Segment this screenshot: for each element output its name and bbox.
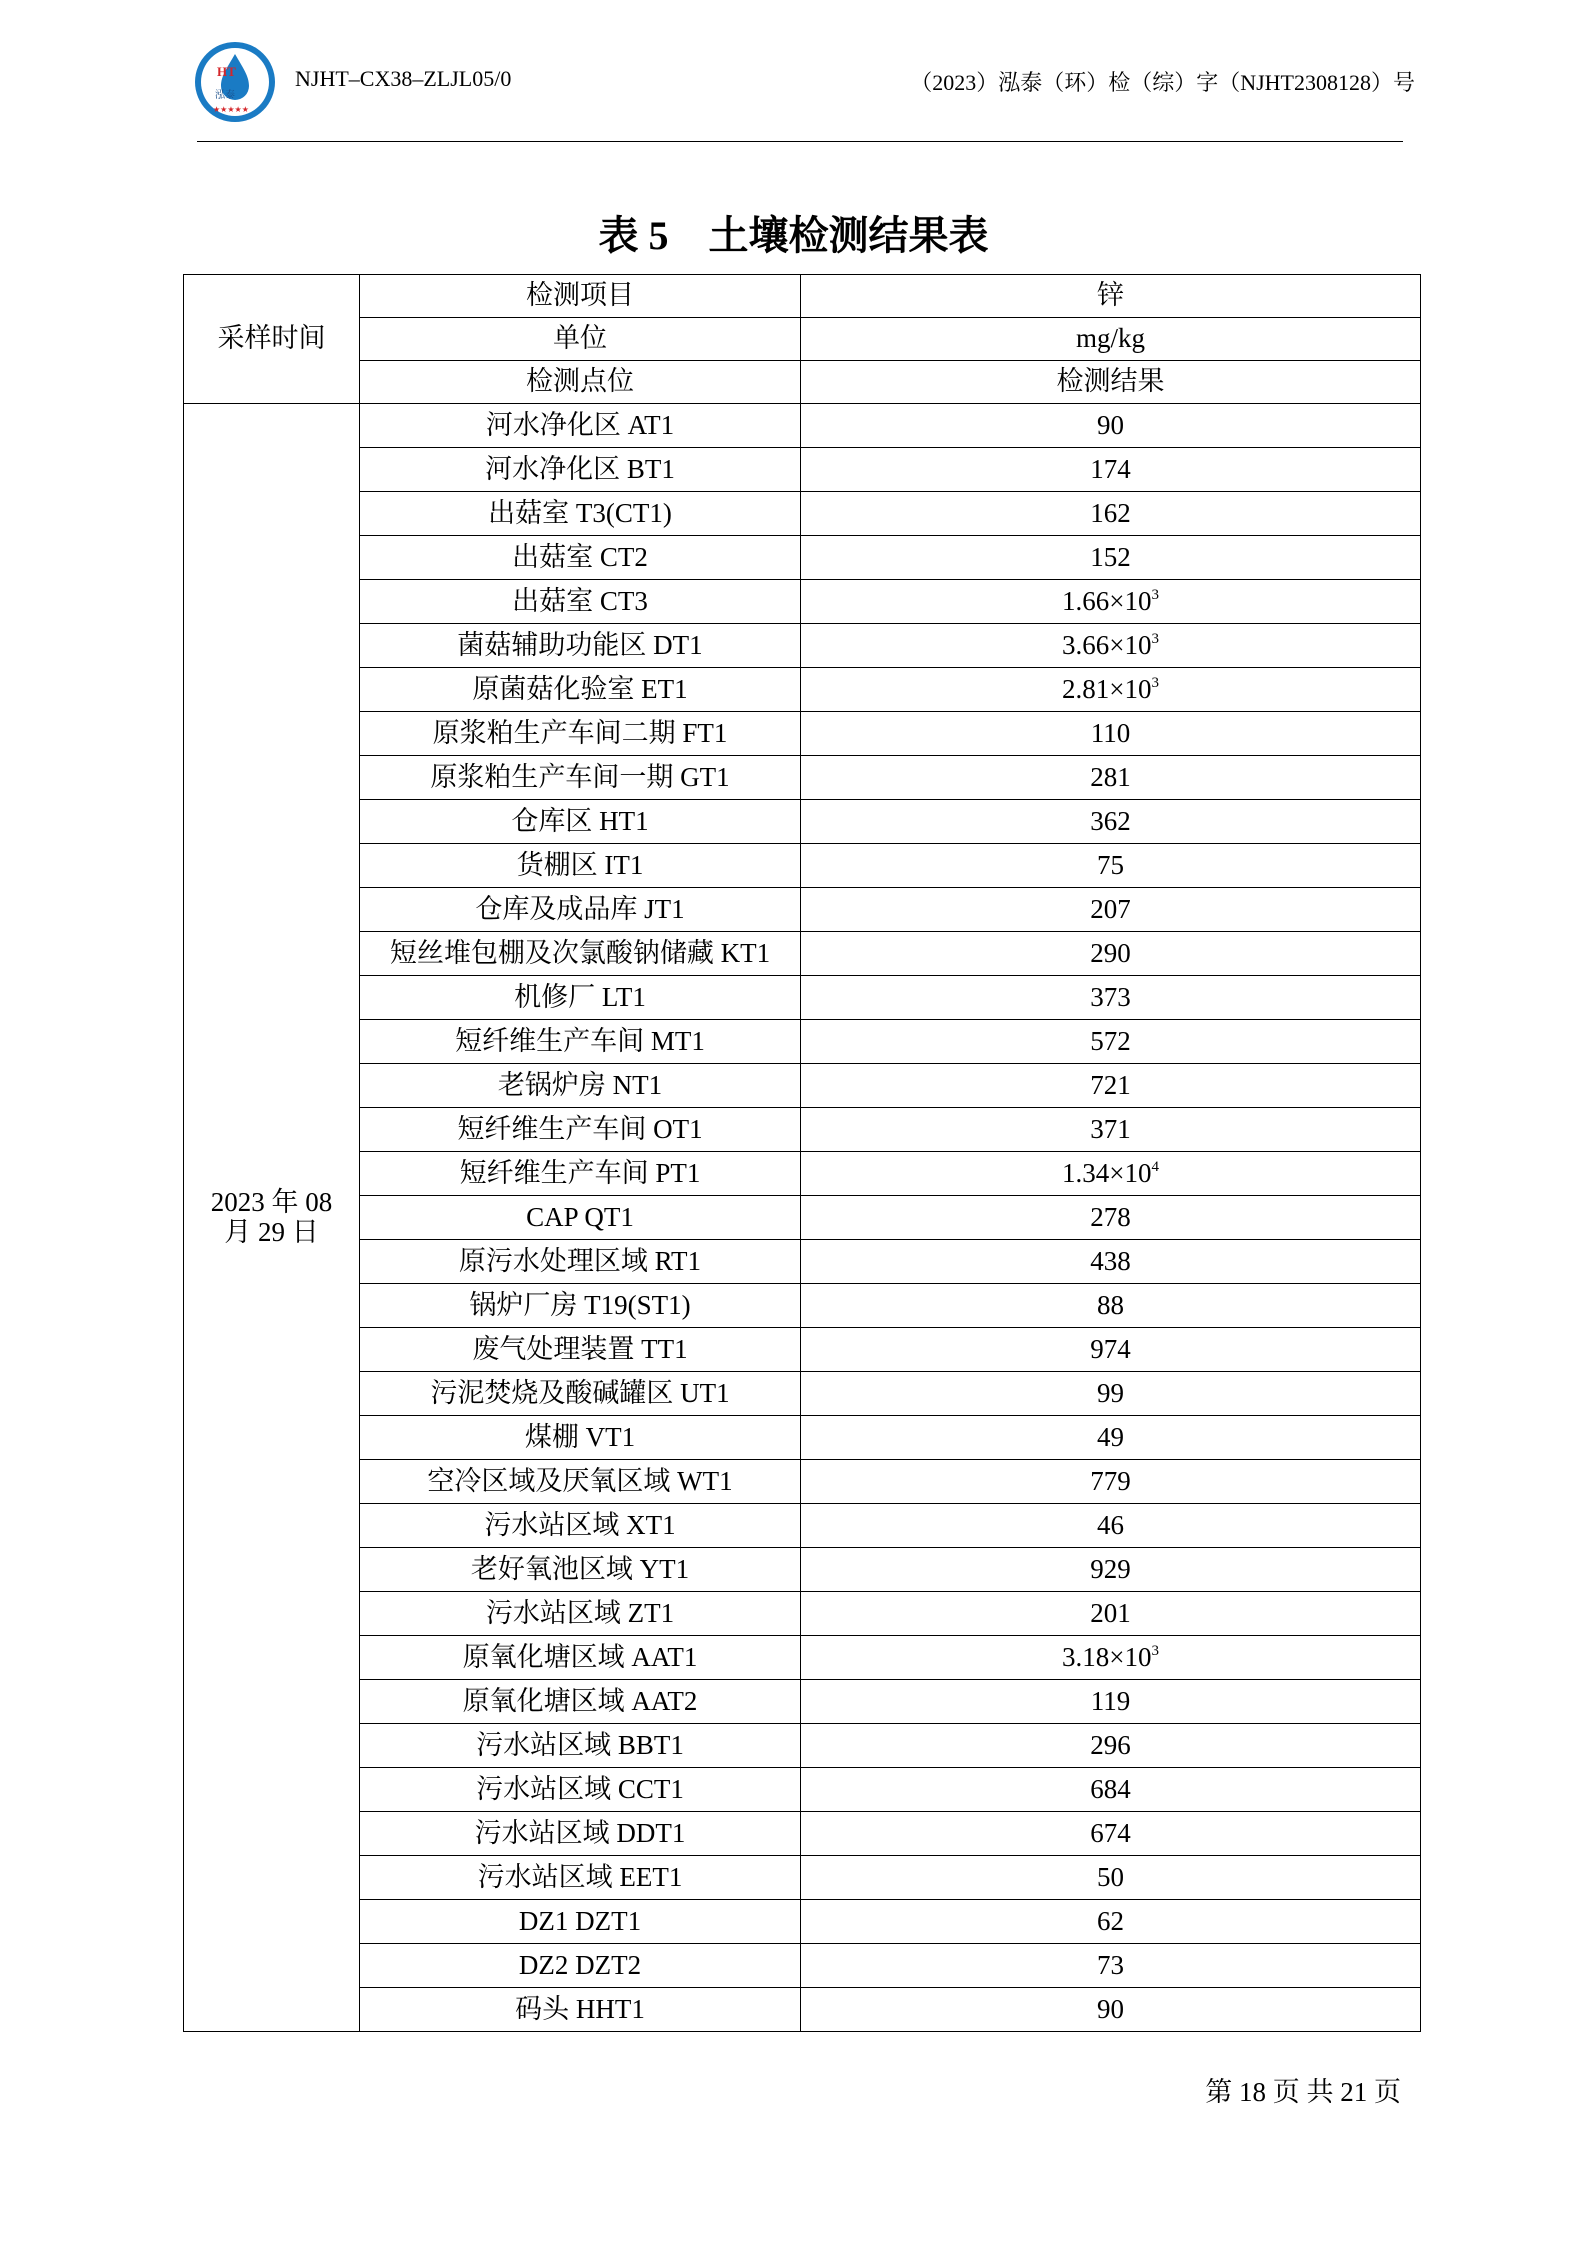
company-logo xyxy=(193,40,277,124)
point-cell: 原菌菇化验室 ET1 xyxy=(360,668,801,712)
report-number: （2023）泓泰（环）检（综）字（NJHT2308128）号 xyxy=(910,70,1415,95)
header-divider xyxy=(197,141,1403,142)
point-cell: 锅炉厂房 T19(ST1) xyxy=(360,1284,801,1328)
result-cell xyxy=(801,404,1421,448)
result-cell xyxy=(801,624,1421,668)
point-cell: 机修厂 LT1 xyxy=(360,976,801,1020)
result-value: 721 xyxy=(1090,1069,1131,1100)
point-cell: 原浆粕生产车间二期 FT1 xyxy=(360,712,801,756)
result-value: 3.18×10 xyxy=(1062,1641,1152,1672)
result-cell xyxy=(801,668,1421,712)
point-cell: 货棚区 IT1 xyxy=(360,844,801,888)
result-value: 572 xyxy=(1090,1025,1131,1056)
result-cell xyxy=(801,1768,1421,1812)
result-value: 362 xyxy=(1090,805,1131,836)
result-cell xyxy=(801,800,1421,844)
table-title: 表 5 土壤检测结果表 xyxy=(598,213,989,258)
result-cell xyxy=(801,712,1421,756)
result-cell xyxy=(801,580,1421,624)
result-value: 75 xyxy=(1097,849,1124,880)
point-cell: 短纤维生产车间 OT1 xyxy=(360,1108,801,1152)
table-row xyxy=(184,932,1421,976)
result-cell xyxy=(801,1504,1421,1548)
result-value: 290 xyxy=(1090,937,1131,968)
table-row xyxy=(184,1900,1421,1944)
result-exponent: 3 xyxy=(1151,630,1159,647)
table-row xyxy=(184,1108,1421,1152)
result-exponent: 3 xyxy=(1151,674,1159,691)
result-value: 50 xyxy=(1097,1861,1124,1892)
table-row xyxy=(184,976,1421,1020)
result-value: 119 xyxy=(1090,1685,1131,1716)
result-value: 371 xyxy=(1090,1113,1131,1144)
table-row xyxy=(184,1812,1421,1856)
result-value: 779 xyxy=(1090,1465,1131,1496)
result-value: 49 xyxy=(1097,1421,1124,1452)
result-cell xyxy=(801,492,1421,536)
result-value: 162 xyxy=(1090,497,1131,528)
table-row xyxy=(184,1064,1421,1108)
table-row xyxy=(184,404,1421,448)
table-row xyxy=(184,448,1421,492)
result-cell xyxy=(801,1900,1421,1944)
point-cell: 仓库及成品库 JT1 xyxy=(360,888,801,932)
point-cell: 污水站区域 DDT1 xyxy=(360,1812,801,1856)
result-cell xyxy=(801,536,1421,580)
point-cell: 菌菇辅助功能区 DT1 xyxy=(360,624,801,668)
result-value: 99 xyxy=(1097,1377,1124,1408)
point-cell: 原氧化塘区域 AAT2 xyxy=(360,1680,801,1724)
table-row xyxy=(184,1504,1421,1548)
soil-results-table xyxy=(183,274,1421,2032)
unit-value: mg/kg xyxy=(801,318,1421,361)
point-label: 检测点位 xyxy=(360,361,801,404)
table-row xyxy=(184,1460,1421,1504)
table-row xyxy=(184,712,1421,756)
result-cell xyxy=(801,1020,1421,1064)
item-value: 锌 xyxy=(801,275,1421,318)
result-cell xyxy=(801,1328,1421,1372)
point-cell: 废气处理装置 TT1 xyxy=(360,1328,801,1372)
result-cell xyxy=(801,888,1421,932)
result-value: 929 xyxy=(1090,1553,1131,1584)
result-value: 2.81×10 xyxy=(1062,673,1152,704)
table-row xyxy=(184,1856,1421,1900)
logo-chars: 泓泰 xyxy=(215,90,235,101)
logo-stars: ★★★★★ xyxy=(213,105,249,114)
result-value: 1.34×10 xyxy=(1062,1157,1152,1188)
point-cell: CAP QT1 xyxy=(360,1196,801,1240)
point-cell: 污泥焚烧及酸碱罐区 UT1 xyxy=(360,1372,801,1416)
point-cell: 原氧化塘区域 AAT1 xyxy=(360,1636,801,1680)
result-cell xyxy=(801,844,1421,888)
point-cell: 老锅炉房 NT1 xyxy=(360,1064,801,1108)
sampling-date-cell: 2023 年 08 月 29 日 xyxy=(184,404,360,2032)
table-row xyxy=(184,1988,1421,2032)
result-value: 90 xyxy=(1097,1993,1124,2024)
header-row-point xyxy=(184,361,1421,404)
result-cell xyxy=(801,1680,1421,1724)
table-row xyxy=(184,1284,1421,1328)
header-row-unit xyxy=(184,318,1421,361)
table-row xyxy=(184,492,1421,536)
point-cell: 煤棚 VT1 xyxy=(360,1416,801,1460)
sampling-time-header: 采样时间 xyxy=(184,275,360,404)
table-row xyxy=(184,536,1421,580)
point-cell: 原污水处理区域 RT1 xyxy=(360,1240,801,1284)
point-cell: 污水站区域 BBT1 xyxy=(360,1724,801,1768)
item-label: 检测项目 xyxy=(360,275,801,318)
result-value: 73 xyxy=(1097,1949,1124,1980)
result-cell xyxy=(801,1856,1421,1900)
table-row xyxy=(184,800,1421,844)
result-value: 281 xyxy=(1090,761,1131,792)
result-cell xyxy=(801,1988,1421,2032)
point-cell: 出菇室 CT2 xyxy=(360,536,801,580)
header-row-item xyxy=(184,275,1421,318)
result-value: 674 xyxy=(1090,1817,1131,1848)
point-cell: 污水站区域 XT1 xyxy=(360,1504,801,1548)
point-cell: 空冷区域及厌氧区域 WT1 xyxy=(360,1460,801,1504)
result-cell xyxy=(801,1064,1421,1108)
result-value: 373 xyxy=(1090,981,1131,1012)
result-value: 207 xyxy=(1090,893,1131,924)
table-row xyxy=(184,1768,1421,1812)
table-row xyxy=(184,1636,1421,1680)
point-cell: 老好氧池区域 YT1 xyxy=(360,1548,801,1592)
result-value: 3.66×10 xyxy=(1062,629,1152,660)
result-cell xyxy=(801,1372,1421,1416)
result-cell xyxy=(801,1108,1421,1152)
result-cell xyxy=(801,1548,1421,1592)
table-row xyxy=(184,580,1421,624)
point-cell: DZ1 DZT1 xyxy=(360,1900,801,1944)
point-cell: 短纤维生产车间 PT1 xyxy=(360,1152,801,1196)
table-row xyxy=(184,1328,1421,1372)
point-cell: 污水站区域 ZT1 xyxy=(360,1592,801,1636)
point-cell: 仓库区 HT1 xyxy=(360,800,801,844)
table-row xyxy=(184,624,1421,668)
table-row xyxy=(184,668,1421,712)
result-cell xyxy=(801,1284,1421,1328)
page-number: 第 18 页 共 21 页 xyxy=(1205,2077,1401,2107)
point-cell: 短丝堆包棚及次氯酸钠储藏 KT1 xyxy=(360,932,801,976)
result-exponent: 3 xyxy=(1151,586,1159,603)
result-value: 110 xyxy=(1090,717,1131,748)
result-value: 974 xyxy=(1090,1333,1131,1364)
result-cell xyxy=(801,1812,1421,1856)
point-cell: 污水站区域 CCT1 xyxy=(360,1768,801,1812)
point-cell: 出菇室 T3(CT1) xyxy=(360,492,801,536)
result-value: 90 xyxy=(1097,409,1124,440)
table-row xyxy=(184,1944,1421,1988)
table-row xyxy=(184,1240,1421,1284)
result-cell xyxy=(801,448,1421,492)
table-row xyxy=(184,756,1421,800)
table-row xyxy=(184,1020,1421,1064)
table-row xyxy=(184,1680,1421,1724)
point-cell: 河水净化区 AT1 xyxy=(360,404,801,448)
result-value: 174 xyxy=(1090,453,1131,484)
result-value: 201 xyxy=(1090,1597,1131,1628)
result-cell xyxy=(801,756,1421,800)
document-code: NJHT–CX38–ZLJL05/0 xyxy=(295,66,512,91)
result-cell xyxy=(801,1944,1421,1988)
result-cell xyxy=(801,1724,1421,1768)
result-cell xyxy=(801,1636,1421,1680)
result-cell xyxy=(801,1592,1421,1636)
table-row xyxy=(184,1196,1421,1240)
logo-letter-h: HT xyxy=(217,64,236,79)
result-cell xyxy=(801,1152,1421,1196)
result-value: 278 xyxy=(1090,1201,1131,1232)
result-cell xyxy=(801,1240,1421,1284)
point-cell: DZ2 DZT2 xyxy=(360,1944,801,1988)
table-row xyxy=(184,1548,1421,1592)
result-exponent: 3 xyxy=(1151,1642,1159,1659)
point-cell: 码头 HHT1 xyxy=(360,1988,801,2032)
result-label: 检测结果 xyxy=(801,361,1421,404)
table-row xyxy=(184,888,1421,932)
result-cell xyxy=(801,976,1421,1020)
point-cell: 原浆粕生产车间一期 GT1 xyxy=(360,756,801,800)
result-value: 46 xyxy=(1097,1509,1124,1540)
result-value: 88 xyxy=(1097,1289,1124,1320)
result-cell xyxy=(801,1416,1421,1460)
point-cell: 污水站区域 EET1 xyxy=(360,1856,801,1900)
table-row xyxy=(184,1152,1421,1196)
result-cell xyxy=(801,1460,1421,1504)
point-cell: 短纤维生产车间 MT1 xyxy=(360,1020,801,1064)
table-row xyxy=(184,844,1421,888)
result-value: 62 xyxy=(1097,1905,1124,1936)
table-row xyxy=(184,1724,1421,1768)
result-value: 152 xyxy=(1090,541,1131,572)
unit-label: 单位 xyxy=(360,318,801,361)
table-row xyxy=(184,1416,1421,1460)
result-value: 438 xyxy=(1090,1245,1131,1276)
result-cell xyxy=(801,1196,1421,1240)
point-cell: 河水净化区 BT1 xyxy=(360,448,801,492)
result-cell xyxy=(801,932,1421,976)
table-row xyxy=(184,1372,1421,1416)
point-cell: 出菇室 CT3 xyxy=(360,580,801,624)
result-value: 684 xyxy=(1090,1773,1131,1804)
result-value: 1.66×10 xyxy=(1062,585,1152,616)
result-value: 296 xyxy=(1090,1729,1131,1760)
result-exponent: 4 xyxy=(1151,1158,1159,1175)
table-row xyxy=(184,1592,1421,1636)
